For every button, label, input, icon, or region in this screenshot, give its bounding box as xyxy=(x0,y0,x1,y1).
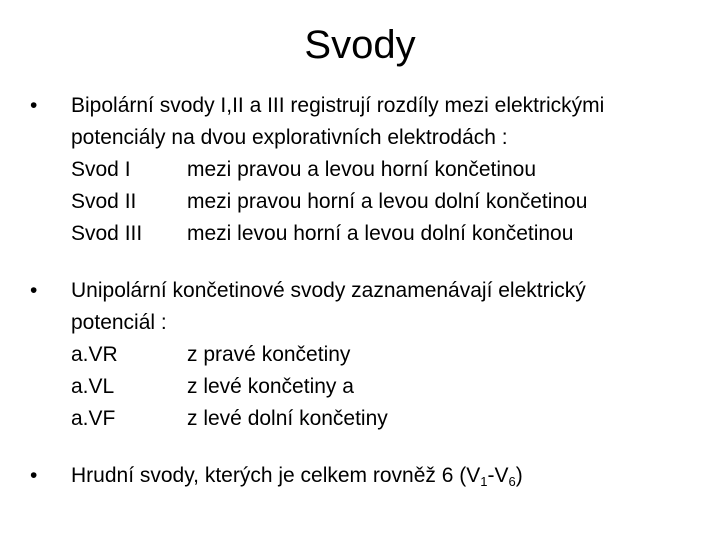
chest-subscript-1: 1 xyxy=(480,474,488,489)
lead-description: z pravé končetiny xyxy=(187,343,351,366)
lead-name: a.VF xyxy=(71,407,116,430)
unipolar-intro-line2: potenciál : xyxy=(71,311,167,334)
chest-text-before: Hrudní svody, kterých je celkem rovněž 6 (V xyxy=(71,464,481,487)
bullet-icon: • xyxy=(30,464,38,487)
bullet-section-chest xyxy=(30,460,710,492)
lead-row xyxy=(71,403,710,435)
lead-description: z levé končetiny a xyxy=(187,375,354,398)
lead-description: mezi levou horní a levou dolní končetinou xyxy=(187,222,574,245)
chest-text-after: ) xyxy=(515,464,523,487)
lead-name: Svod II xyxy=(71,190,137,213)
chest-text-middle: -V xyxy=(487,464,509,487)
unipolar-intro-line1: Unipolární končetinové svody zaznamenávají elektrický xyxy=(71,279,586,302)
bullet-section-bipolar xyxy=(30,90,710,250)
lead-name: a.VR xyxy=(71,343,118,366)
lead-row xyxy=(71,186,710,218)
bipolar-intro-line1: Bipolární svody I,II a III registrují rozdíly mezi elektrickými xyxy=(71,94,605,117)
lead-row xyxy=(71,218,710,250)
bullet-icon: • xyxy=(30,279,38,302)
bipolar-intro-line2: potenciály na dvou explorativních elektrodách : xyxy=(71,126,508,149)
chest-leads-text xyxy=(71,460,710,492)
lead-name: Svod I xyxy=(71,158,131,181)
bullet-section-unipolar xyxy=(30,275,710,435)
lead-name: Svod III xyxy=(71,222,143,245)
lead-description: mezi pravou a levou horní končetinou xyxy=(187,158,537,181)
slide-title: Svody xyxy=(304,23,416,67)
lead-row xyxy=(71,339,710,371)
lead-row xyxy=(71,154,710,186)
chest-subscript-6: 6 xyxy=(508,474,516,489)
lead-row xyxy=(71,371,710,403)
lead-description: mezi pravou horní a levou dolní končetinou xyxy=(187,190,588,213)
lead-description: z levé dolní končetiny xyxy=(187,407,388,430)
bullet-icon: • xyxy=(30,94,38,117)
lead-name: a.VL xyxy=(71,375,115,398)
